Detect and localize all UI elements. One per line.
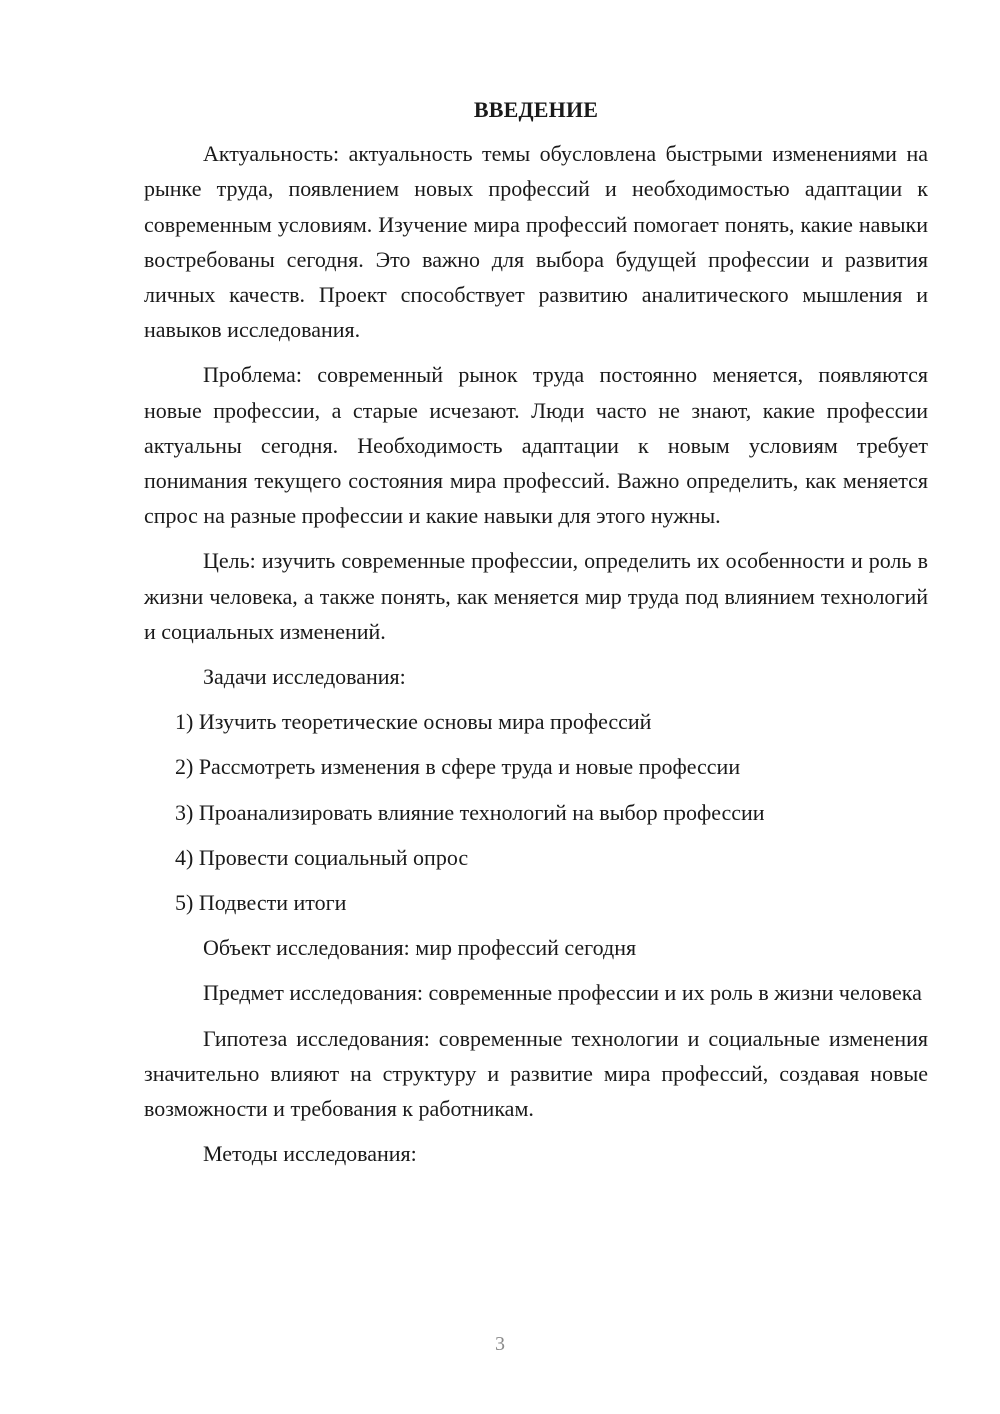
- list-item: 3) Проанализировать влияние технологий на выбор профессии: [175, 799, 765, 825]
- paragraph-problem: Проблема: современный рынок труда постоянно меняется, появляются новые профессии, а старые исчезают. Люди часто не знают, какие профессии актуальны сегодня. Необходимость адаптации к новым условиям требует понимания текущего состояния мира профессий. Важно определить, как меняется спрос на разные профессии и какие навыки для этого нужны.: [144, 362, 928, 529]
- document-page: [144, 92, 928, 1181]
- research-subject: Предмет исследования: современные профессии и их роль в жизни человека: [203, 980, 922, 1006]
- research-object: Объект исследования: мир профессий сегодня: [203, 935, 637, 961]
- section-title: ВВЕДЕНИЕ: [473, 97, 599, 122]
- tasks-list: [144, 704, 928, 920]
- paragraph-relevance: Актуальность: актуальность темы обусловлена быстрыми изменениями на рынке труда, появлением новых профессий и необходимостью адаптации к современным условиям. Изучение мира профессий помогает понять, какие навыки востребованы сегодня. Это важно для выбора будущей профессии и развития личных качеств. Проект способствует развитию аналитического мышления и навыков исследования.: [144, 141, 928, 343]
- paragraph-goal: Цель: изучить современные профессии, определить их особенности и роль в жизни человека, а также понять, как меняется мир труда под влиянием технологий и социальных изменений.: [144, 548, 928, 644]
- list-item: 5) Подвести итоги: [175, 890, 347, 916]
- methods-label: Методы исследования:: [203, 1141, 417, 1167]
- list-item: 1) Изучить теоретические основы мира профессий: [175, 709, 652, 735]
- page-number: 3: [495, 1333, 505, 1355]
- research-hypothesis: Гипотеза исследования: современные технологии и социальные изменения значительно влияют на структуру и развитие мира профессий, создавая новые возможности и требования к работникам.: [144, 1025, 928, 1122]
- tasks-label: Задачи исследования:: [203, 664, 406, 690]
- list-item: 4) Провести социальный опрос: [175, 844, 469, 870]
- list-item: 2) Рассмотреть изменения в сфере труда и новые профессии: [175, 754, 741, 780]
